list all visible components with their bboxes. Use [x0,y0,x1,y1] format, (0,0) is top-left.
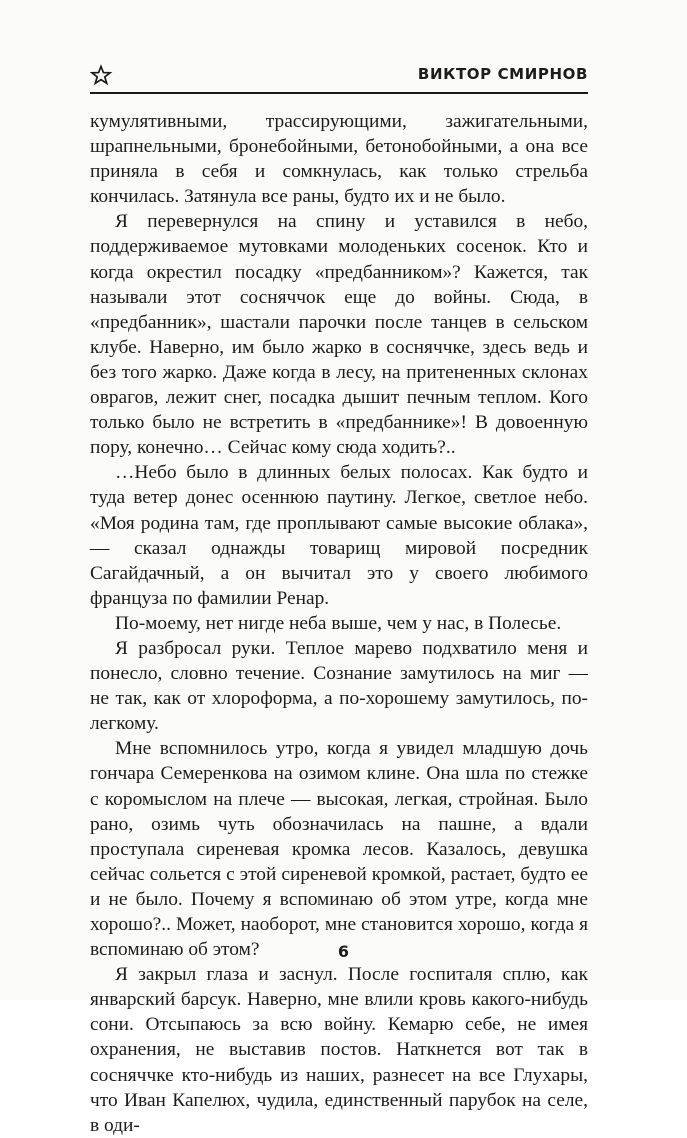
running-header [90,62,588,94]
paragraph: Я закрыл глаза и заснул. После госпиталя сплю, как январский барсук. Наверно, мне влили кровь какого-нибудь сони. Отсыпаюсь за всю войну. Кемарю себе, не имея охранения, не выставив постов. Наткнется вот так в сосняччке кто-нибудь из наших, разнесет на все Глухары, что Иван Капелюх, чудила, единственный парубок на селе, в оди- [90,964,588,1136]
paragraph: Мне вспомнилось утро, когда я увидел младшую дочь гончара Семеренкова на озимом клине. Она шла по стежке с коромыслом на плече — высокая, легкая, стройная. Было рано, озимь чуть обозначилась на пашне, а вдали проступала сиреневая кромка лесов. Казалось, девушка сейчас сольется с этой сиреневой кромкой, растает, будто ее и не было. Почему я вспоминаю об этом утре, когда мне хорошо?.. Может, наоборот, мне становится хорошо, когда я вспоминаю об этом? [90,738,588,961]
author-name: ВИКТОР СМИРНОВ [417,65,588,83]
body-text [90,109,588,1138]
page-number: 6 [337,942,350,961]
paragraph: По-моему, нет нигде неба выше, чем у нас, в Полесье. [115,612,562,634]
paragraph: Я разбросал руки. Теплое марево подхватило меня и понесло, словно течение. Сознание замутилось на миг — не так, как от хлороформа, а по-хорошему замутилось, по-легкому. [90,637,588,735]
paragraph: кумулятивными, трассирующими, зажигательными, шрапнельными, бронебойными, бетонобойными, а она все приняла в себя и сомкнулась, как только стрельба кончилась. Затянула все раны, будто их и не было. [90,111,588,208]
star-outline-icon [90,65,112,85]
paragraph: …Небо было в длинных белых полосах. Как будто и туда ветер донес осеннюю паутину. Легкое, светлое небо. «Моя родина там, где проплывают самые высокие облака», — сказал однажды товарищ мировой посредник Сагайдачный, а он вычитал это у своего любимого француза по фамилии Ренар. [90,462,588,609]
paragraph: Я перевернулся на спину и уставился в небо, поддерживаемое мутовками молоденьких сосенок. Кто и когда окрестил посадку «предбанником»? Кажется, так называли этот сосняччок еще до войны. Сюда, в «предбанник», шастали парочки после танцев в сельском клубе. Наверно, им было жарко в сосняччке, здесь ведь и без того жарко. Даже когда в лесу, на притененных склонах оврагов, лежит снег, посадка дышит печным теплом. Кого только было не встретить в «предбаннике»! В довоенную пору, конечно… Сейчас кому сюда ходить?.. [90,211,588,459]
